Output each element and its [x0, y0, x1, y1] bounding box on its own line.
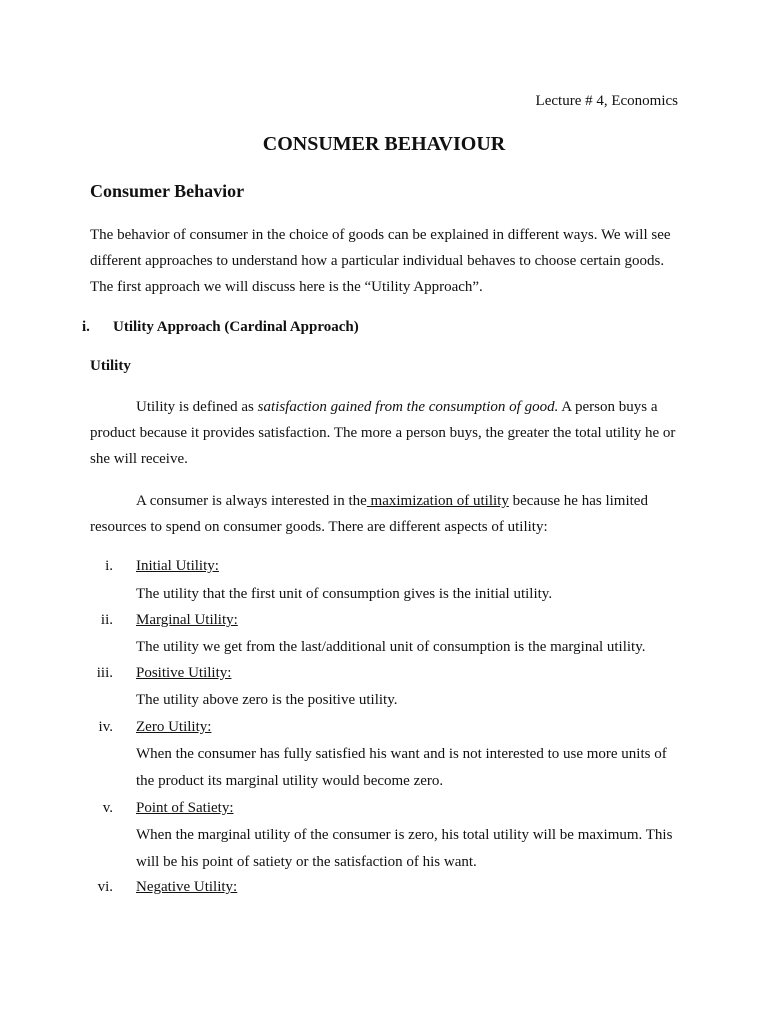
document-title: CONSUMER BEHAVIOUR: [262, 133, 506, 155]
list-description: When the marginal utility of the consumer is zero, his total utility will be maximum. This will be his point of satiety or the satisfaction of his want.: [136, 827, 673, 870]
section-title: Utility Approach (Cardinal Approach): [113, 319, 359, 335]
utility-definition-paragraph: [90, 394, 690, 472]
utility-definition-italic: satisfaction gained from the consumption of good.: [257, 399, 559, 415]
list-description: The utility that the first unit of consumption gives is the initial utility.: [136, 586, 553, 602]
list-description: The utility above zero is the positive utility.: [136, 692, 398, 708]
maximization-underlined: maximization of utility: [366, 493, 509, 509]
list-description: When the consumer has fully satisfied his want and is not interested to use more units of the product its marginal utility would become zero.: [136, 746, 667, 789]
list-term: Positive Utility:: [136, 665, 232, 681]
list-number: vi.: [97, 879, 113, 895]
utility-definition-lead: Utility is defined as: [136, 399, 258, 415]
list-term: Zero Utility:: [136, 719, 212, 735]
maximization-lead: A consumer is always interested in the: [136, 493, 367, 509]
list-term: Initial Utility:: [136, 558, 219, 574]
utility-heading: Utility: [90, 358, 131, 374]
list-number: i.: [105, 558, 113, 574]
section-heading: Consumer Behavior: [90, 181, 245, 201]
list-number: v.: [102, 800, 113, 816]
list-number: iv.: [98, 719, 113, 735]
list-description: The utility we get from the last/additional unit of consumption is the marginal utility.: [136, 639, 646, 655]
section-number: i.: [82, 319, 90, 335]
list-number: ii.: [100, 612, 113, 628]
maximization-paragraph: [90, 488, 690, 540]
intro-paragraph: The behavior of consumer in the choice of goods can be explained in different ways. We will see different approaches to understand how a particular individual behaves to choose certain goods. The first approach we will discuss here is the “Utility Approach”.: [90, 227, 671, 295]
list-term: Point of Satiety:: [136, 800, 234, 816]
list-number: iii.: [96, 665, 113, 681]
list-term: Negative Utility:: [136, 879, 238, 895]
list-term: Marginal Utility:: [136, 612, 238, 628]
utility-definition-rest: A person buys a product because it provides satisfaction. The more a person buys, the greater the total utility he or she will receive.: [90, 399, 676, 467]
maximization-rest: because he has limited resources to spend on consumer goods. There are different aspects of utility:: [90, 493, 648, 535]
lecture-header: Lecture # 4, Economics: [535, 93, 678, 109]
